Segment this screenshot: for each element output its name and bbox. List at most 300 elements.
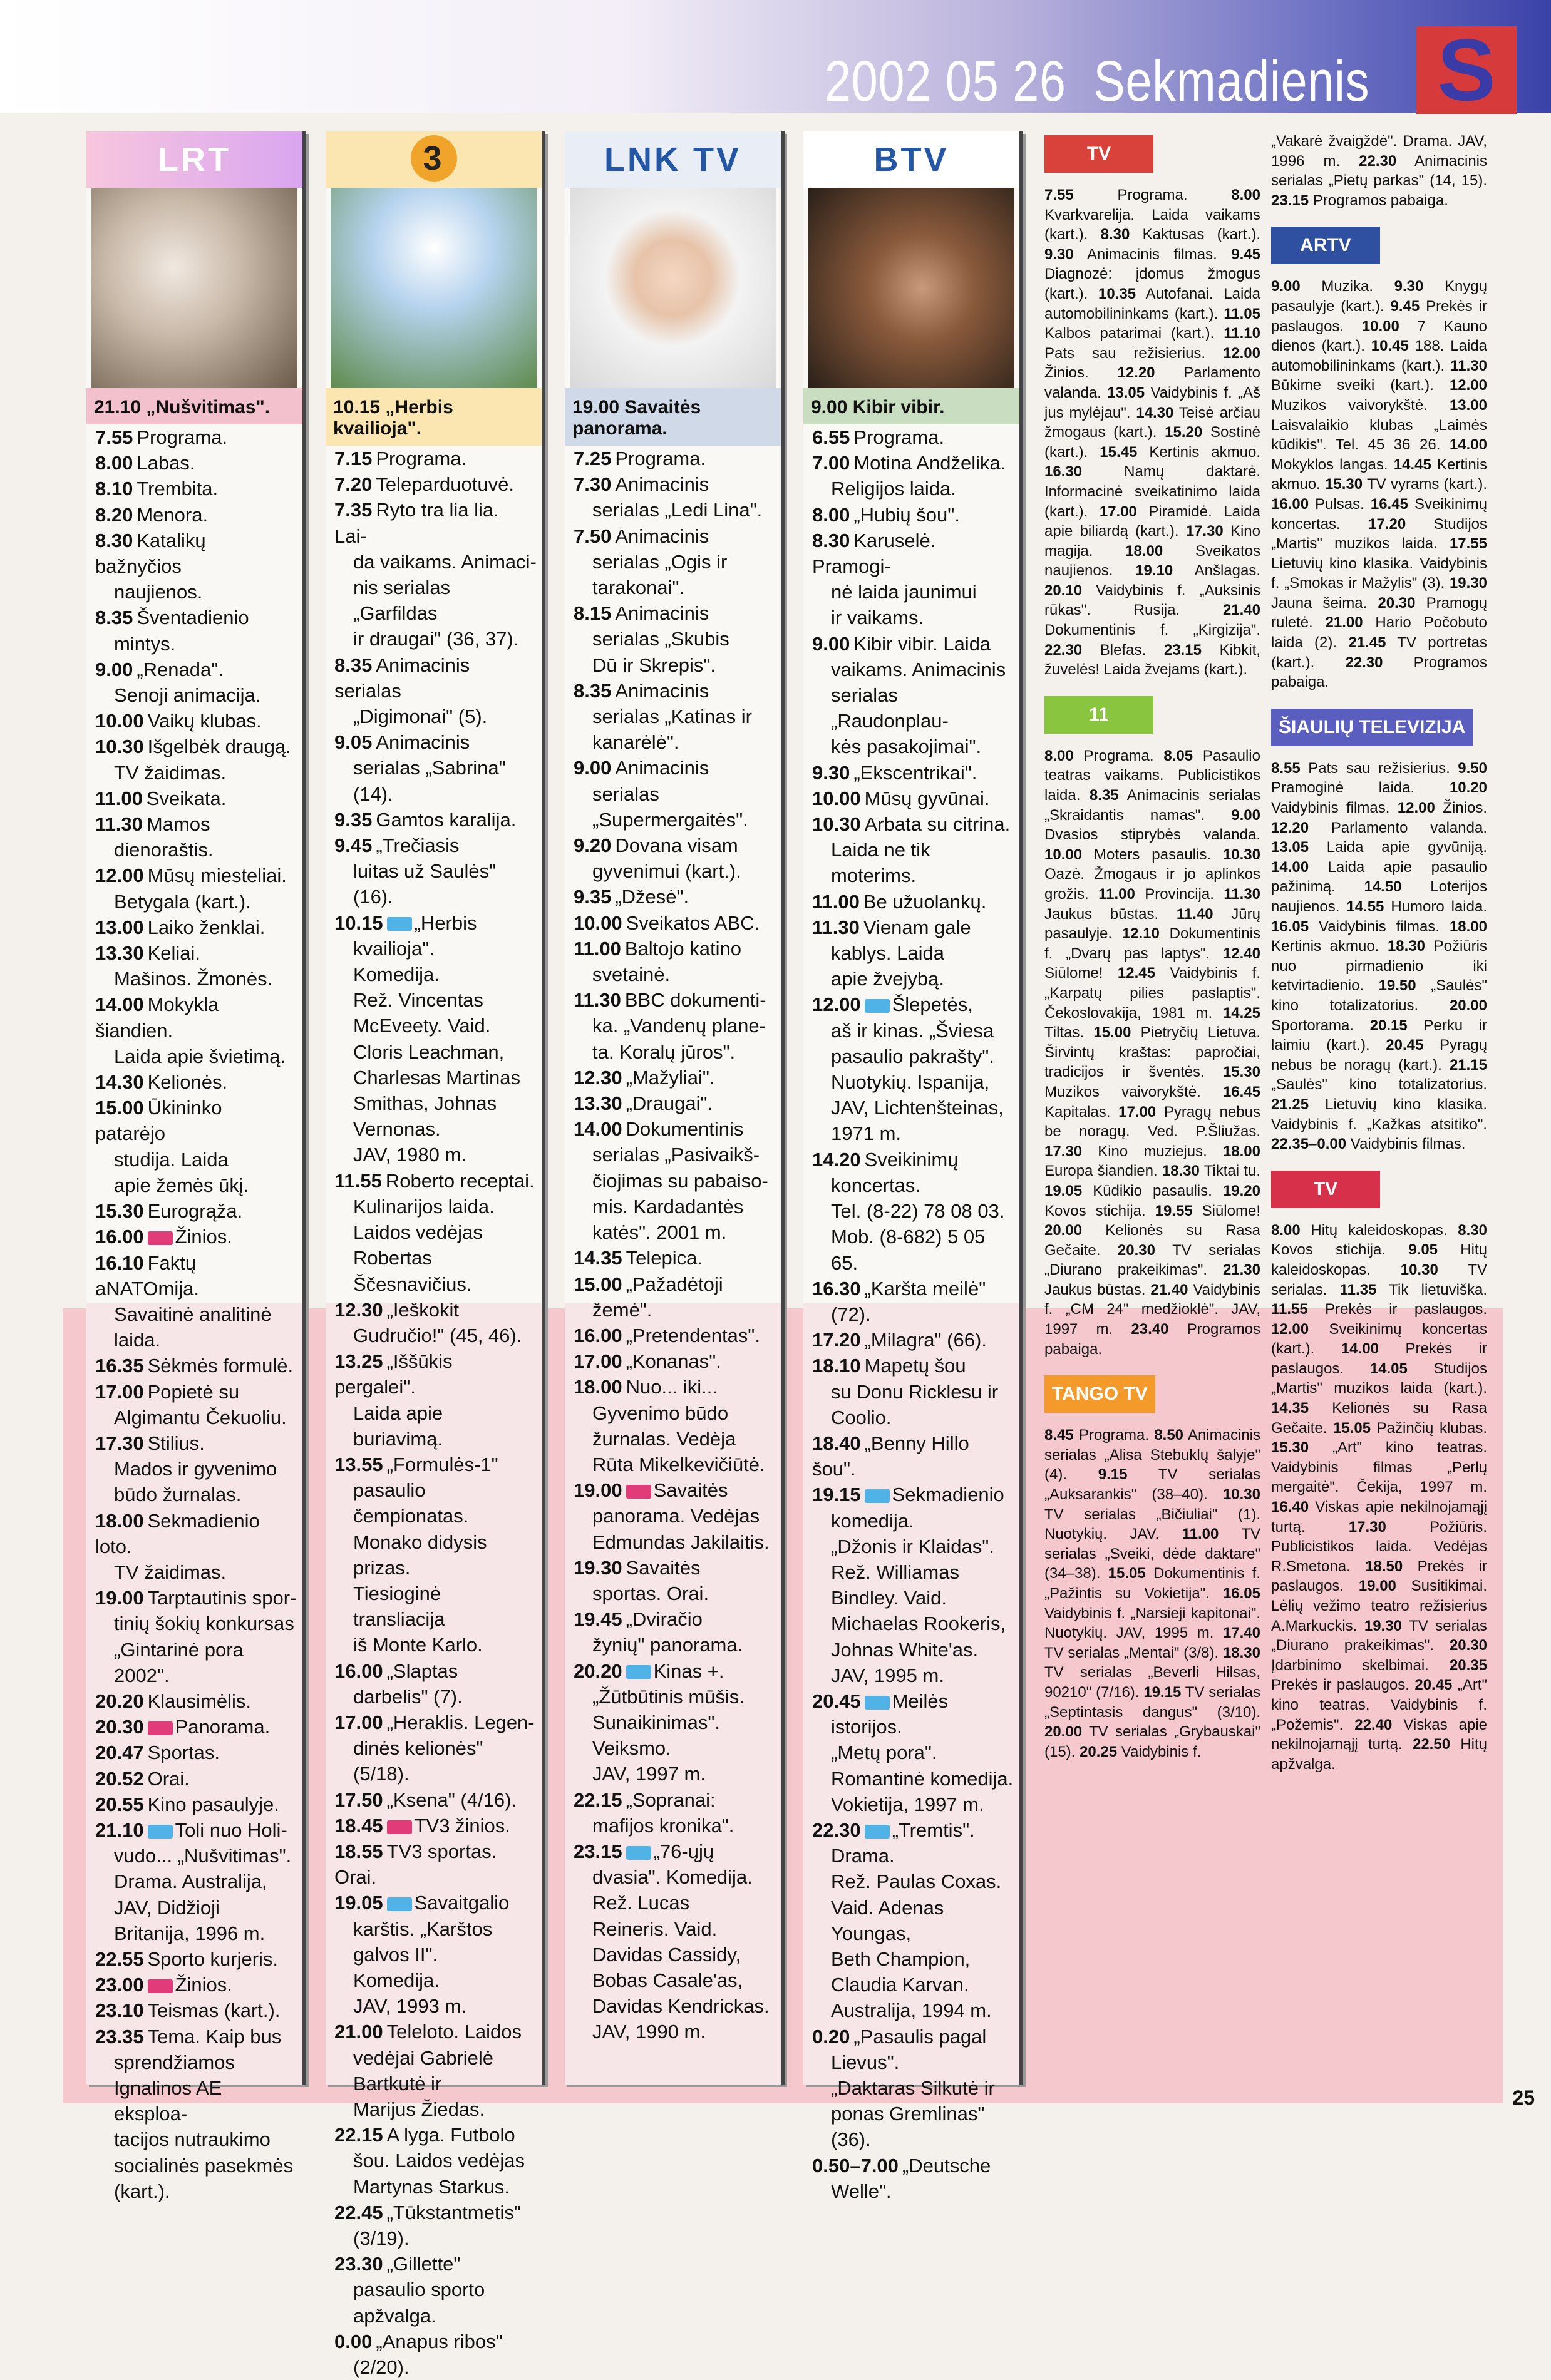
program-title: pasaulio sporto: [353, 2279, 485, 2301]
program-time: 7.55: [95, 426, 133, 448]
news-icon: [148, 1231, 173, 1245]
program-entry: [95, 940, 297, 992]
program-title: serialas „Sabrina" (14).: [353, 757, 506, 805]
program-title: „Žūtbūtinis mūšis.: [592, 1685, 745, 1708]
program-entry: [574, 1323, 776, 1348]
program-title: Keliai.: [147, 942, 201, 965]
program-title: Edmundas Jakilaitis.: [592, 1531, 770, 1553]
program-entry: [574, 755, 776, 833]
artv-logo-text: ARTV: [1271, 227, 1380, 264]
program-entry: [95, 1224, 297, 1249]
program-time: 9.20: [574, 834, 612, 857]
tv11-logo-text: 11: [1044, 696, 1153, 734]
program-title: būdo žurnalas.: [114, 1484, 242, 1506]
program-time: 23.10: [95, 1999, 144, 2022]
program-time: 22.30: [812, 1818, 861, 1841]
program-title: „Supermergaitės".: [592, 808, 748, 831]
program-title: Teismas (kart.).: [147, 1999, 281, 2022]
page-date: 2002 05 26 Sekmadienis: [824, 49, 1369, 113]
program-entry: [812, 2153, 1014, 2204]
program-title: „Tremtis".: [892, 1818, 975, 1841]
program-title: su Donu Ricklesu ir: [831, 1380, 999, 1403]
siauliu-tv-logo-text: ŠIAULIŲ TELEVIZIJA: [1271, 709, 1473, 746]
program-title: Drama.: [831, 1845, 895, 1867]
program-title: „Džesė".: [615, 886, 689, 908]
program-time: 16.00: [95, 1226, 144, 1248]
artv-logo: [1271, 227, 1487, 270]
program-time: 10.00: [95, 710, 144, 732]
program-entry: [95, 1508, 297, 1586]
program-entry: [95, 502, 297, 528]
program-title: McEveety. Vaid.: [353, 1015, 491, 1037]
program-time: 23.00: [95, 1974, 144, 1996]
program-time: 20.20: [574, 1659, 622, 1682]
program-title: „Konanas".: [626, 1350, 721, 1373]
film-icon: [865, 1696, 890, 1710]
news-icon: [387, 1820, 412, 1834]
program-entry: [334, 2122, 537, 2200]
program-time: 19.15: [812, 1484, 861, 1506]
program-entry: [95, 2024, 297, 2204]
program-time: 16.10: [95, 1251, 144, 1274]
program-time: 10.30: [95, 736, 144, 758]
program-title: „Pasaulis pagal: [853, 2025, 987, 2048]
program-title: socialinės pasekmės: [114, 2154, 294, 2177]
program-entry: [812, 1817, 1014, 2024]
program-title: TV žaidimas.: [114, 761, 227, 784]
program-entry: [95, 1766, 297, 1792]
program-title: pasaulio pakrašty".: [831, 1045, 994, 1067]
program-title: Tema. Kaip bus: [147, 2025, 282, 2048]
program-title: Australija, 1994 m.: [831, 1999, 992, 2022]
program-time: 9.45: [334, 834, 373, 857]
program-time: 12.30: [574, 1066, 622, 1089]
program-title: Religijos laida.: [831, 478, 956, 500]
program-entry: [574, 1555, 776, 1606]
program-time: 16.30: [812, 1277, 861, 1300]
program-time: 18.45: [334, 1814, 383, 1837]
tv3-featured: 10.15 „Herbis kvailioja".: [326, 388, 542, 446]
program-title: Laiko ženklai.: [147, 916, 265, 938]
program-title: Ryto tra lia lia. Lai-: [334, 499, 499, 547]
program-title: Telepica.: [626, 1247, 703, 1270]
program-entry: [574, 1839, 776, 2045]
program-entry: [95, 1095, 297, 1198]
tv11-logo: [1044, 696, 1260, 740]
program-title: Britanija, 1996 m.: [114, 1922, 265, 1944]
program-title: JAV, 1993 m.: [353, 1995, 466, 2018]
program-entry: [95, 657, 297, 708]
program-title: A lyga. Futbolo: [386, 2124, 515, 2147]
program-title: Kelionės.: [147, 1071, 228, 1094]
program-time: 13.30: [574, 1092, 622, 1115]
program-title: Rež. Vincentas: [353, 989, 483, 1012]
program-entry: [574, 1606, 776, 1658]
program-entry: [812, 811, 1014, 889]
program-title: „Dviračio: [626, 1608, 703, 1631]
vtv-logo-text: TV: [1044, 135, 1153, 173]
program-time: 8.30: [812, 529, 850, 551]
btv-program-list: [803, 424, 1019, 2204]
channel-column-tv3: [326, 131, 545, 2379]
program-entry: [95, 1379, 297, 1430]
program-title: kablys. Laida: [831, 942, 944, 965]
program-title: JAV, Didžioji: [114, 1896, 220, 1919]
program-title: „Deutsche: [902, 2154, 991, 2177]
program-title: Gudručio!" (45, 46).: [353, 1324, 522, 1346]
program-title: Tiesioginė transliacija: [353, 1582, 445, 1631]
program-time: 20.55: [95, 1793, 144, 1815]
program-entry: [574, 1116, 776, 1245]
program-title: Panorama.: [175, 1716, 271, 1738]
program-title: Sunaikinimas".: [592, 1711, 720, 1733]
program-time: 18.40: [812, 1432, 861, 1454]
channel-column-lnk: [565, 131, 785, 2085]
program-time: 7.50: [574, 525, 612, 547]
program-time: 9.35: [574, 886, 612, 908]
program-entry: [812, 786, 1014, 811]
program-time: 13.30: [95, 942, 144, 965]
program-entry: [574, 833, 776, 884]
program-entry: [574, 1477, 776, 1555]
program-title: žynių" panorama.: [592, 1634, 743, 1656]
program-title: (kart.).: [114, 2180, 170, 2202]
film-icon: [626, 1846, 651, 1860]
program-title: Davidas Kendrickas.: [592, 1995, 770, 2018]
program-title: „Milagra" (66).: [864, 1329, 987, 1352]
program-title: da vaikams. Animaci-: [353, 550, 537, 573]
program-title: Toli nuo Holi-: [175, 1818, 287, 1841]
program-entry: [95, 424, 297, 450]
program-entry: [334, 497, 537, 652]
program-time: 7.30: [574, 473, 612, 496]
program-title: Savaitgalio: [414, 1892, 510, 1914]
program-title: Mokykla šiandien.: [95, 993, 219, 1042]
program-title: tinių šokių konkursas: [114, 1613, 294, 1635]
program-title: serialas „Raudonplau-: [831, 684, 949, 732]
program-title: sportas. Orai.: [592, 1582, 709, 1604]
program-title: JAV, 1990 m.: [592, 2021, 706, 2043]
program-time: 7.15: [334, 448, 373, 469]
program-title: Karuselė. Pramogi-: [812, 529, 936, 578]
program-title: Išgelbėk draugą.: [147, 736, 291, 758]
program-entry: [574, 600, 776, 678]
program-title: vaikams. Animacinis: [831, 658, 1006, 680]
program-title: ponas Gremlinas" (36).: [831, 2103, 985, 2151]
lnk-featured: 19.00 Savaitės panorama.: [565, 388, 781, 446]
program-title: kės pasakojimai".: [831, 736, 982, 758]
program-title: galvos II".: [353, 1943, 438, 1966]
program-title: TV3 sportas. Orai.: [334, 1840, 497, 1889]
lrt-program-list: [86, 424, 302, 2204]
program-title: pasaulio čempionatas.: [353, 1479, 469, 1527]
program-title: Vokietija, 1997 m.: [831, 1793, 984, 1815]
program-entry: [574, 1787, 776, 1839]
program-entry: [812, 915, 1014, 992]
btv-featured: 9.00 Kibir vibir.: [803, 388, 1019, 424]
program-entry: [95, 863, 297, 914]
program-time: 14.35: [574, 1247, 622, 1270]
program-title: Arbata su citrina.: [864, 813, 1011, 836]
program-title: Vaikų klubas.: [147, 710, 262, 732]
program-time: 7.00: [812, 452, 850, 474]
channel-column-btv: [803, 131, 1023, 2202]
program-title: Kino pasaulyje.: [147, 1793, 279, 1815]
program-time: 17.00: [574, 1350, 622, 1373]
program-title: luitas už Saulės" (16).: [353, 860, 497, 908]
program-title: Davidas Cassidy,: [592, 1943, 741, 1966]
program-title: Veiksmo.: [592, 1737, 671, 1760]
program-entry: [812, 760, 1014, 786]
program-title: „Pažadėtoji: [626, 1273, 723, 1295]
program-time: 8.15: [574, 602, 612, 625]
program-entry: [95, 1430, 297, 1508]
program-entry: [95, 708, 297, 734]
program-time: 8.20: [95, 503, 133, 526]
program-title: Vaid. Adenas Youngas,: [831, 1896, 944, 1944]
program-entry: [95, 1972, 297, 1998]
program-title: Komedija.: [353, 963, 440, 986]
program-title: „Renada".: [137, 658, 224, 680]
program-entry: [812, 1147, 1014, 1276]
program-title: Reineris. Vaid.: [592, 1917, 718, 1940]
program-title: Roberto receptai.: [385, 1169, 535, 1192]
program-entry: [334, 2329, 537, 2380]
program-entry: [95, 450, 297, 476]
program-time: 11.30: [574, 989, 621, 1012]
program-title: Kulinarijos laida.: [353, 1195, 495, 1218]
program-entry: [334, 1452, 537, 1658]
program-time: 21.10: [95, 1818, 144, 1841]
program-entry: [574, 471, 776, 523]
program-title: Animacinis: [615, 602, 709, 625]
tango-tv-logo: [1044, 1375, 1260, 1419]
program-title: „Sopranai:: [626, 1788, 716, 1811]
program-title: kanarėlė".: [592, 731, 679, 754]
program-entry: [574, 1348, 776, 1374]
program-title: „Heraklis. Legen-: [386, 1711, 535, 1733]
program-title: Ignalinos AE eksploa-: [114, 2077, 222, 2125]
program-entry: [95, 476, 297, 501]
program-title: Popietė su: [147, 1380, 240, 1403]
program-title: ta. Koralų jūros".: [592, 1040, 736, 1063]
program-title: „Anapus ribos": [376, 2330, 503, 2352]
program-title: Laida apie švietimą.: [114, 1045, 286, 1067]
program-time: 20.45: [812, 1690, 861, 1712]
program-title: darbelis" (7).: [353, 1685, 463, 1708]
program-title: čiojimas su pabaiso-: [592, 1169, 768, 1192]
program-title: JAV, 1997 m.: [592, 1763, 706, 1785]
program-title: Rež. Paulas Coxas.: [831, 1870, 1002, 1893]
program-title: Vernonas.: [353, 1118, 441, 1141]
program-time: 18.00: [95, 1509, 144, 1532]
program-time: 12.00: [95, 864, 144, 887]
program-title: Teleparduotuvė.: [376, 473, 514, 496]
program-entry: [95, 1998, 297, 2023]
program-title: TV3 žinios.: [414, 1814, 510, 1837]
program-title: „Benny Hillo šou".: [812, 1432, 969, 1480]
program-time: 20.47: [95, 1741, 144, 1764]
program-entry: [812, 528, 1014, 631]
program-title: ir draugai" (36, 37).: [353, 628, 519, 650]
program-time: 7.25: [574, 448, 612, 469]
film-icon: [865, 1825, 890, 1839]
program-time: 6.55: [812, 426, 850, 448]
program-time: 8.35: [334, 654, 373, 676]
program-title: „Digimonai" (5).: [353, 705, 488, 728]
program-time: 19.30: [574, 1556, 622, 1579]
btv-logo-text: BTV: [873, 141, 949, 178]
pw-tv-logo: [1271, 1171, 1487, 1214]
small-channel-column-1: [1044, 131, 1260, 1778]
program-time: 10.15: [334, 911, 383, 934]
lrt-logo: [86, 131, 302, 188]
lrt-photo: [91, 188, 297, 388]
program-time: 7.35: [334, 499, 373, 521]
program-title: Gyvenimo būdo: [592, 1402, 729, 1424]
program-entry: [574, 446, 776, 471]
schedule-text: 7.55 Programa. 8.00 Kvarkvarelija. Laida vaikams (kart.). 8.30 Kaktusas (kart.). 9.30 Animacinis filmas. 9.45 Diagnozė: įdomus žmogus (kart.). 10.35 Autofanai. Laida automobilininkams (kart.). 11.05 Kalbos patarimai (kart.). 11.10 Pats sau režisierius. 12.00 Žinios. 12.20 Parlamento valanda. 13.05 Vaidybinis f. „Aš jus mylėjau". 14.30 Teisė arčiau žmogaus (kart.). 15.20 Sostinė (kart.). 15.45 Kertinis akmuo. 16.30 Namų daktarė. Informacinė sveikatinimo laida (kart.). 17.00 Piramidė. Laida apie biliardą (kart.). 17.30 Kino magija. 18.00 Sveikatos naujienos. 19.10 Anšlagas. 20.10 Vaidybinis f. „Auksinis rūkas". Rusija. 21.40 Dokumentinis f. „Kirgizija". 22.30 Blefas. 23.15 Kibkit, žuvelės! Laida žvejams (kart.).: [1044, 187, 1261, 679]
program-title: Tel. (8-22) 78 08 03.: [831, 1200, 1005, 1223]
program-title: Vienam gale: [863, 916, 971, 938]
program-title: Coolio.: [831, 1406, 892, 1429]
program-time: 23.15: [574, 1840, 622, 1862]
program-time: 22.15: [334, 2124, 383, 2147]
program-time: 17.30: [95, 1432, 144, 1454]
program-title: serialas: [592, 782, 659, 805]
siauliu-tv-logo: [1271, 709, 1487, 752]
program-title: Animacinis: [376, 731, 470, 754]
program-entry: [574, 1245, 776, 1271]
small-channel-column-2: [1271, 131, 1487, 1790]
program-title: Faktų aNATOmija.: [95, 1251, 199, 1300]
program-title: „76-ųjų: [653, 1840, 714, 1862]
program-entry: [574, 1658, 776, 1787]
program-time: 20.52: [95, 1767, 144, 1790]
program-title: Kinas +.: [653, 1659, 724, 1682]
program-title: šou. Laidos vedėjas: [353, 2150, 525, 2172]
program-time: 9.00: [95, 658, 133, 680]
program-title: Bindley. Vaid.: [831, 1587, 947, 1609]
program-entry: [334, 446, 537, 471]
program-time: 11.00: [574, 937, 621, 960]
program-title: laida.: [114, 1329, 161, 1352]
program-title: nis serialas „Garfildas: [353, 577, 451, 625]
program-time: 14.20: [812, 1148, 861, 1171]
program-time: 13.25: [334, 1350, 383, 1373]
program-entry: [95, 734, 297, 785]
program-time: 10.30: [812, 813, 861, 836]
program-entry: [574, 678, 776, 756]
program-title: Sveikinimų: [864, 1148, 959, 1171]
lnk-photo: [570, 188, 776, 388]
program-title: katės". 2001 m.: [592, 1221, 727, 1244]
program-title: Nuo... iki...: [626, 1376, 718, 1398]
program-entry: [812, 631, 1014, 760]
program-title: Ūkininko patarėjo: [95, 1097, 222, 1145]
program-title: Programa.: [376, 448, 467, 469]
program-time: 18.10: [812, 1355, 861, 1377]
program-entry: [812, 1688, 1014, 1817]
day-badge: S: [1416, 26, 1517, 114]
program-title: Senoji animacija.: [114, 684, 261, 707]
program-title: Baltojo katino: [624, 937, 741, 960]
program-time: 18.55: [334, 1840, 383, 1862]
tv3-logo-text: 3: [411, 135, 457, 182]
program-time: 19.00: [95, 1587, 144, 1609]
program-title: Dū ir Skrepis".: [592, 654, 716, 676]
program-title: apie žvejybą.: [831, 968, 944, 990]
tango-tv-logo-text: TANGO TV: [1044, 1375, 1155, 1413]
program-time: 16.00: [334, 1659, 383, 1682]
program-title: „Gintarinė pora 2002".: [114, 1638, 244, 1686]
program-time: 8.00: [812, 503, 850, 526]
program-time: 9.00: [574, 757, 612, 779]
program-time: 17.20: [812, 1329, 861, 1352]
program-time: 20.20: [95, 1690, 144, 1712]
program-title: (3/19).: [353, 2227, 410, 2250]
program-time: 9.00: [812, 632, 850, 655]
page-number: 25: [1512, 2086, 1535, 2109]
program-time: 9.35: [334, 808, 373, 831]
program-entry: [812, 1430, 1014, 1482]
schedule-text: 9.00 Muzika. 9.30 Knygų pasaulyje (kart.). 9.45 Prekės ir paslaugos. 10.00 7 Kauno dienos (kart.). 10.45 188. Laida automobilininkams (kart.). 11.30 Būkime sveiki (kart.). 12.00 Muzikos vaivorykštė. 13.00 Laisvalaikio klubas „Laimės kūdikis". Tel. 45 36 26. 14.00 Mokyklos langas. 14.45 Kertinis akmuo. 15.30 TV vyrams (kart.). 16.00 Pulsas. 16.45 Sveikinimų koncertas. 17.20 Studijos „Martis" muzikos laida. 17.55 Lietuvių kino klasika. Vaidybinis f. „Smokas ir Mažylis" (3). 19.30 Jauna šeima. 20.30 Pramogų ruletė. 21.00 Hario Počobuto laida (2). 21.45 TV portretas (kart.). 22.30 Programos pabaiga.: [1271, 278, 1488, 691]
program-title: Sekmadienio: [892, 1484, 1004, 1506]
program-entry: [812, 2024, 1014, 2153]
program-title: (2/20).: [353, 2356, 410, 2379]
channel-column-lrt: [86, 131, 306, 2202]
program-title: Rež. Williamas: [831, 1561, 959, 1583]
program-entry: [334, 729, 537, 807]
program-title: Savaitės: [626, 1556, 701, 1579]
program-entry: [812, 1276, 1014, 1327]
program-title: serialas „Ledi Lina".: [592, 499, 763, 521]
program-title: Programa.: [853, 426, 945, 448]
program-title: vudo... „Nušvitimas".: [114, 1845, 292, 1867]
program-title: serialas „Ogis ir: [592, 550, 728, 573]
program-title: ka. „Vandenų plane-: [592, 1015, 766, 1037]
program-title: Savaitės: [653, 1479, 728, 1502]
program-entry: [95, 1740, 297, 1765]
program-entry: [812, 450, 1014, 501]
program-time: 19.45: [574, 1608, 622, 1631]
program-time: 16.35: [95, 1355, 144, 1377]
program-title: dienoraštis.: [114, 839, 214, 861]
program-title: apžvalga.: [353, 2304, 436, 2327]
program-entry: [334, 1348, 537, 1452]
program-title: Sporto kurjeris.: [147, 1947, 279, 1970]
program-title: Orai.: [147, 1767, 190, 1790]
pw-tv-logo-text: TV: [1271, 1171, 1380, 1208]
program-time: 0.20: [812, 2025, 850, 2048]
program-entry: [334, 1168, 537, 1297]
program-entry: [95, 1946, 297, 1972]
program-title: Menora.: [137, 503, 209, 526]
schedule-text: 8.00 Hitų kaleidoskopas. 8.30 Kovos stichija. 9.05 Hitų kaleidoskopas. 10.30 TV serialas. 11.35 Tik lietuviška. 11.55 Prekės ir paslaugos. 12.00 Sveikinimų koncertas (kart.). 14.00 Prekės ir paslaugos. 14.05 Studijos „Martis" muzikos laida (kart.). 14.35 Kelionės su Rasa Gečaite. 15.05 Pažinčių klubas. 15.30 „Art" kino teatras. Vaidybinis filmas „Perlų mergaitė". Čekija, 1997 m. 16.40 Viskas apie nekilnojamąjį turtą. 17.30 Požiūris. Publicistikos laida. Vedėjas R.Smetona. 18.50 Prekės ir paslaugos. 19.00 Susitikimai. Lėlių vežimo teatro režisierius A.Markuckis. 19.30 TV serialas „Diurano prakeikimas". 20.30 Įdarbinimo skelbimai. 20.35 Prekės ir paslaugos. 20.45 „Art" kino teatras. Vaidybinis f. „Požemis". 22.40 Viskas apie nekilnojamąjį turtą. 22.50 Hitų apžvalga.: [1271, 1221, 1488, 1773]
film-icon: [387, 1897, 412, 1911]
program-title: Beth Champion,: [831, 1947, 971, 1970]
program-title: naujienos.: [114, 581, 203, 603]
program-time: 19.00: [574, 1479, 622, 1502]
program-time: 12.00: [812, 993, 861, 1016]
program-time: 11.30: [95, 813, 143, 836]
program-title: Michaelas Rookeris,: [831, 1613, 1006, 1635]
news-icon: [148, 1979, 173, 1993]
program-entry: [812, 889, 1014, 915]
film-icon: [865, 1489, 890, 1503]
program-title: Mob. (8-682) 5 05 65.: [831, 1226, 986, 1274]
program-title: Monako didysis prizas.: [353, 1531, 487, 1579]
